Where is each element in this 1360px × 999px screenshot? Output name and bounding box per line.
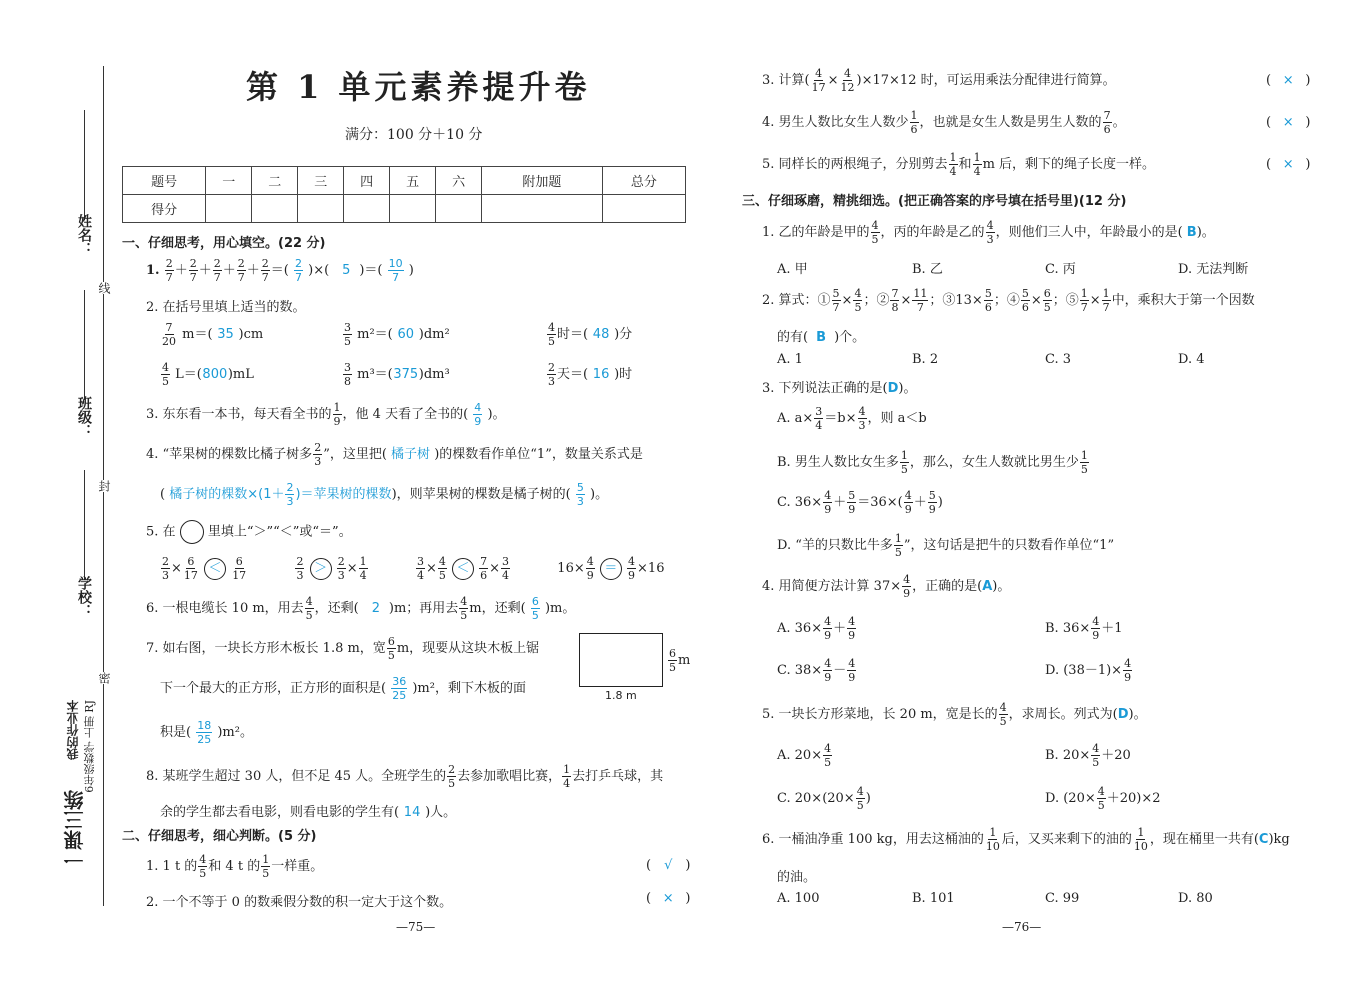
s1-q3: 3. 东东看一本书，每天看全书的 $\frac{1}{9}$ ，他 4 天看了全书的( $\frac{4}{9}$ )。 [146, 401, 506, 428]
s1-q2-f: $\frac{2}{3}$ 天＝( 16 )时 [548, 361, 633, 388]
th-3: 三 [298, 167, 344, 195]
s3-q6-opt-d: D. 80 [1178, 891, 1213, 906]
name-label: 姓名： [76, 214, 92, 256]
s1-q2-ans-b: 60 [397, 327, 415, 342]
figure-height-label: $\frac{6}{5}$ m [669, 647, 691, 674]
s1-q8-ans: 14 [403, 805, 421, 820]
s2-q1-judge: ( √ ) [646, 858, 691, 873]
s3-q5-opt-b: B. 20× $\frac{4}{5}$ ＋20 [1045, 742, 1131, 769]
th-5: 五 [390, 167, 436, 195]
blank-circle-icon [180, 520, 204, 544]
s1-q8-line2: 余的学生都去看电影，则看电影的学生有( 14 )人。 [160, 805, 457, 820]
score-cell[interactable] [436, 195, 482, 223]
s3-q3-opt-d: D. “羊的只数比牛多 $\frac{1}{5}$ ”，这句话是把牛的只数看作单位“1” [777, 532, 1115, 559]
s1-q1-ans2: 5 [342, 263, 351, 278]
s3-q3-opt-c: C. 36× $\frac{4}{9}$ ＋ $\frac{5}{9}$ ＝36×( $\frac{4}{9}$ ＋ $\frac{5}{9}$ ) [777, 489, 943, 516]
s1-q3-ans: 4 [474, 401, 482, 414]
s2-q4-ans: × [1282, 115, 1294, 130]
class-underline [84, 290, 85, 400]
seal-mark-secret: 密 [97, 672, 111, 684]
rectangle-figure [579, 633, 663, 687]
s1-q4-ans2: 橘子树的棵数×(1＋ $\frac{2}{3}$ )＝苹果树的棵数 [169, 481, 392, 508]
section1-title: 一、仔细思考，用心填空。(22 分) [122, 236, 326, 251]
s3-q1: 1. 乙的年龄是甲的 $\frac{4}{5}$ ，丙的年龄是乙的 $\frac{4}{3}$ ，则他们三人中，年龄最小的是( B)。 [762, 219, 1215, 246]
s1-q2-d: $\frac{4}{5}$ L＝(800)mL [162, 361, 254, 388]
s3-q2-line2: 的有( B )个。 [777, 330, 866, 345]
s2-q1: 1. 1 t 的 $\frac{4}{5}$ 和 4 t 的 $\frac{1}{5}$ 一样重。 [146, 853, 324, 880]
s2-q3: 3. 计算( $\frac{4}{17}$ × $\frac{4}{12}$ )×17×12 时，可运用乘法分配律进行简算。 [762, 67, 1116, 94]
s2-q4-judge: ( × ) [1266, 115, 1311, 130]
s3-q2-ans: B [816, 330, 827, 345]
section2-title: 二、仔细思考，细心判断。(5 分) [122, 829, 317, 844]
s3-q3-opt-a: A. a× $\frac{3}{4}$ ＝b× $\frac{4}{3}$ ，则 a＜b [777, 405, 927, 432]
s3-q1-ans: B [1186, 225, 1197, 240]
school-underline [84, 470, 85, 580]
s3-q4-opt-c: C. 38× $\frac{4}{9}$ － $\frac{4}{9}$ [777, 657, 856, 684]
seal-mark-seal: 封 [97, 480, 111, 492]
name-underline [84, 110, 85, 220]
s1-q4-line2: ( 橘子树的棵数×(1＋ $\frac{2}{3}$ )＝苹果树的棵数)，则苹果树的棵数是橘子树的( $\frac{5}{3}$ )。 [160, 481, 609, 508]
s3-q1-opt-c: C. 丙 [1045, 262, 1076, 277]
s1-q6-ans2: 6 [531, 595, 539, 608]
s3-q2-opt-d: D. 4 [1178, 352, 1205, 367]
s3-q4-opt-b: B. 36× $\frac{4}{9}$ ＋1 [1045, 615, 1123, 642]
s3-q6-opt-b: B. 101 [912, 891, 955, 906]
s1-q7-line3: 积是( $\frac{18}{25}$ )m²。 [160, 719, 253, 746]
s1-q5-ans4: ＝ [600, 558, 622, 580]
page-title: 第 1 单元素养提升卷 [246, 68, 591, 106]
s2-q5-judge: ( × ) [1266, 157, 1311, 172]
score-cell[interactable] [298, 195, 344, 223]
s3-q6: 6. 一桶油净重 100 kg，用去这桶油的 $\frac{1}{10}$ 后，又买来剩下的油的 $\frac{1}{10}$ ，现在桶里一共有(C)kg [762, 826, 1290, 853]
s1-q2-a: $\frac{7}{20}$ m＝( 35 )cm [162, 321, 264, 348]
th-1: 一 [206, 167, 252, 195]
page-number-left: —75— [396, 920, 436, 934]
s3-q4-opt-a: A. 36× $\frac{4}{9}$ ＋ $\frac{4}{9}$ [777, 615, 856, 642]
brand-logo: 一课三练 [63, 790, 87, 870]
s2-q3-judge: ( × ) [1266, 73, 1311, 88]
s3-q6-line2: 的油。 [777, 870, 817, 885]
s2-q3-ans: × [1282, 73, 1294, 88]
s1-q7-line1: 7. 如右图，一块长方形木板长 1.8 m，宽 $\frac{6}{5}$ m，现要从这块木板上锯 [146, 635, 540, 662]
s1-q5-items: $\frac{2}{3}$ × $\frac{6}{17}$ ＜ $\frac{6}{17}$ $\frac{2}{3}$ ＞ $\frac{2}{3}$ × $\frac{1}{4}$ $\frac{3}{4}$ × $\frac{4}{5}$ ＜ $\frac{7}{6}$ × $\frac{3}{4}$ 16× $\frac{4}{9}$ ＝ $\frac{4}{9}$ ×16 [162, 555, 665, 582]
s1-q2-b: $\frac{3}{5}$ m²＝( 60 )dm² [344, 321, 450, 348]
score-cell[interactable] [602, 195, 685, 223]
s3-q3: 3. 下列说法正确的是(D)。 [762, 381, 917, 396]
th-0: 题号 [123, 167, 206, 195]
class-label: 班级： [76, 396, 92, 438]
th-4: 四 [344, 167, 390, 195]
s1-q2: 2. 在括号里填上适当的数。 [146, 300, 306, 315]
section3-title: 三、仔细琢磨，精挑细选。(把正确答案的序号填在括号里)(12 分) [742, 194, 1127, 209]
s3-q2: 2. 算式：① $\frac{5}{7}$ × $\frac{4}{5}$ ；② $\frac{7}{8}$ × $\frac{11}{7}$ ；③13× $\frac{5}{6}$ ；④ $\frac{5}{6}$ × $\frac{6}{5}$ ；⑤ $\frac{1}{7}$ × $\frac{1}{7}$ 中，乘积大于第一个因数 [762, 287, 1255, 314]
s3-q5-ans: D [1117, 707, 1129, 722]
s1-q6: 6. 一根电缆长 10 m，用去 $\frac{4}{5}$ ，还剩( 2 )m；再用去 $\frac{4}{5}$ m，还剩( $\frac{6}{5}$ )m。 [146, 595, 576, 622]
s1-q7-ans1: 36 [392, 675, 407, 688]
s1-q4-ans3: 5 [576, 481, 584, 494]
s1-q2-ans-d: 800 [202, 367, 228, 382]
s1-q1: 1. $\frac{2}{7}$ ＋ $\frac{2}{7}$ ＋ $\frac{2}{7}$ ＋ $\frac{2}{7}$ ＋ $\frac{2}{7}$ ＝( $\frac{2}{7}$ )×( 5 )＝( $\frac{10}{7}$ ) [146, 257, 414, 284]
th-2: 二 [252, 167, 298, 195]
s1-q5-ans3: ＜ [452, 558, 474, 580]
s2-q4: 4. 男生人数比女生人数少 $\frac{1}{6}$ ，也就是女生人数是男生人数的 $\frac{7}{6}$ 。 [762, 109, 1126, 136]
page-number-right: —76— [1002, 920, 1042, 934]
th-6: 六 [436, 167, 482, 195]
seal-mark-line: 线 [97, 282, 111, 294]
s3-q4-ans: A [982, 579, 993, 594]
s3-q6-opt-a: A. 100 [777, 891, 820, 906]
score-row-label: 得分 [123, 195, 206, 223]
s3-q5: 5. 一块长方形菜地，长 20 m，宽是长的 $\frac{4}{5}$ ，求周长。列式为(D)。 [762, 701, 1147, 728]
score-cell[interactable] [482, 195, 603, 223]
s1-q4-line1: 4. “苹果树的棵数比橘子树多 $\frac{2}{3}$ ”，这里把( 橘子树 )的棵数看作单位“1”，数量关系式是 [146, 441, 643, 468]
s1-q1-ans1: 2 [295, 257, 302, 270]
score-info: 满分：100 分＋10 分 [345, 127, 483, 143]
s3-q1-opt-d: D. 无法判断 [1178, 262, 1249, 277]
s2-q2-ans: × [662, 891, 674, 906]
s1-q2-ans-c: 48 [592, 327, 610, 342]
s3-q1-opt-b: B. 乙 [912, 262, 943, 277]
s3-q3-ans: D [887, 381, 899, 396]
th-7: 附加题 [482, 167, 603, 195]
s3-q6-ans: C [1258, 832, 1269, 847]
s1-q2-ans-a: 35 [217, 327, 234, 342]
score-cell[interactable] [252, 195, 298, 223]
s1-q2-c: $\frac{4}{5}$ 时＝( 48 )分 [548, 321, 633, 348]
s1-q2-ans-f: 16 [592, 367, 610, 382]
s2-q5-ans: × [1282, 157, 1294, 172]
s1-q4-ans1: 橘子树 [391, 447, 431, 462]
s1-q5-ans1: ＜ [204, 558, 226, 580]
th-8: 总分 [602, 167, 685, 195]
s2-q2: 2. 一个不等于 0 的数乘假分数的积一定大于这个数。 [146, 895, 453, 910]
s3-q5-opt-c: C. 20×(20× $\frac{4}{5}$ ) [777, 785, 871, 812]
brand-sub: 我的作业本 [66, 700, 80, 760]
s3-q3-opt-b: B. 男生人数比女生多 $\frac{1}{5}$ ，那么，女生人数就比男生少 $\frac{1}{5}$ [777, 449, 1088, 476]
s3-q4-opt-d: D. (38－1)× $\frac{4}{9}$ [1045, 657, 1132, 684]
s3-q4: 4. 用简便方法计算 37× $\frac{4}{9}$ ，正确的是(A)。 [762, 573, 1011, 600]
score-cell[interactable] [390, 195, 436, 223]
s1-q1-ans3: 10 [388, 257, 403, 270]
s1-q6-ans1: 2 [371, 601, 381, 616]
score-table [122, 166, 686, 223]
s3-q2-opt-c: C. 3 [1045, 352, 1072, 367]
s3-q2-opt-a: A. 1 [777, 352, 803, 367]
s1-q5: 5. 在 里填上“＞”“＜”或“＝”。 [146, 520, 352, 544]
s1-q7-ans2: 18 [197, 719, 212, 732]
s3-q6-opt-c: C. 99 [1045, 891, 1080, 906]
s3-q2-opt-b: B. 2 [912, 352, 939, 367]
score-cell[interactable] [206, 195, 252, 223]
score-cell[interactable] [344, 195, 390, 223]
s1-q8-line1: 8. 某班学生超过 30 人，但不足 45 人。全班学生的 $\frac{2}{5}$ 去参加歌唱比赛， $\frac{1}{4}$ 去打乒乓球，其 [146, 763, 664, 790]
s3-q5-opt-d: D. (20× $\frac{4}{5}$ ＋20)×2 [1045, 785, 1161, 812]
s3-q5-opt-a: A. 20× $\frac{4}{5}$ [777, 742, 832, 769]
s1-q2-ans-e: 375 [393, 367, 419, 382]
s2-q5: 5. 同样长的两根绳子，分别剪去 $\frac{1}{4}$ 和 $\frac{1}{4}$ m 后，剩下的绳子长度一样。 [762, 151, 1156, 178]
figure-width-label: 1.8 m [605, 689, 637, 702]
s3-q1-opt-a: A. 甲 [777, 262, 808, 277]
grade-label: 6年级数学 上册 RJ [83, 700, 96, 793]
s1-q5-ans2: ＞ [310, 558, 332, 580]
s2-q2-judge: ( × ) [646, 891, 691, 906]
s1-q7-line2: 下一个最大的正方形，正方形的面积是( $\frac{36}{25}$ )m²，剩下木板的面 [160, 675, 526, 702]
s1-q2-e: $\frac{3}{8}$ m³＝(375)dm³ [344, 361, 450, 388]
s2-q1-ans: √ [664, 858, 673, 873]
school-label: 学校： [76, 576, 92, 618]
